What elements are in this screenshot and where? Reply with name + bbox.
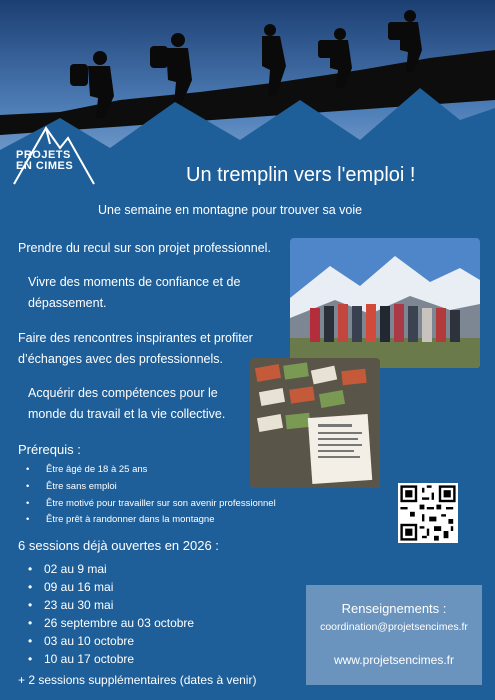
benefit-3: Faire des rencontres inspirantes et profiter d’échanges avec des professionnels. (18, 331, 253, 366)
contact-box (306, 585, 482, 685)
sessions-title: 6 sessions déjà ouvertes en 2026 : (18, 538, 219, 553)
page-subtitle: Une semaine en montagne pour trouver sa voie (98, 203, 363, 217)
session-item: • 02 au 9 mai (28, 560, 194, 578)
extra-sessions-note: + 2 sessions supplémentaires (dates à venir) (18, 673, 257, 687)
benefit-1: Prendre du recul sur son projet professionnel. (18, 241, 271, 255)
group-photo-image (290, 238, 480, 368)
contact-email-link[interactable]: coordination@projetsencimes.fr (320, 621, 468, 633)
prerequis-item: • Être sans emploi (26, 479, 276, 496)
page-title: Un tremplin vers l'emploi ! (186, 164, 416, 186)
session-item: • 23 au 30 mai (28, 596, 194, 614)
session-item: • 26 septembre au 03 octobre (28, 614, 194, 632)
sessions-list (28, 560, 194, 668)
prerequis-list (26, 462, 276, 529)
session-item: • 09 au 16 mai (28, 578, 194, 596)
prerequis-title: Prérequis : (18, 442, 81, 457)
prerequis-item: • Être âgé de 18 à 25 ans (26, 462, 276, 479)
benefit-4: Acquérir des compétences pour le monde du travail et la vie collective. (28, 386, 226, 421)
prerequis-item: • Être prêt à randonner dans la montagne (26, 512, 276, 529)
session-item: • 03 au 10 octobre (28, 632, 194, 650)
qr-code-image[interactable] (398, 483, 458, 543)
contact-website-link[interactable]: www.projetsencimes.fr (333, 653, 455, 667)
session-item: • 10 au 17 octobre (28, 650, 194, 668)
logo-text: PROJETS EN CIMES (16, 149, 74, 172)
contact-title: Renseignements : (341, 601, 447, 616)
benefit-2: Vivre des moments de confiance et de dépassement. (28, 275, 241, 310)
prerequis-item: • Être motivé pour travailler sur son avenir professionnel (26, 496, 276, 513)
